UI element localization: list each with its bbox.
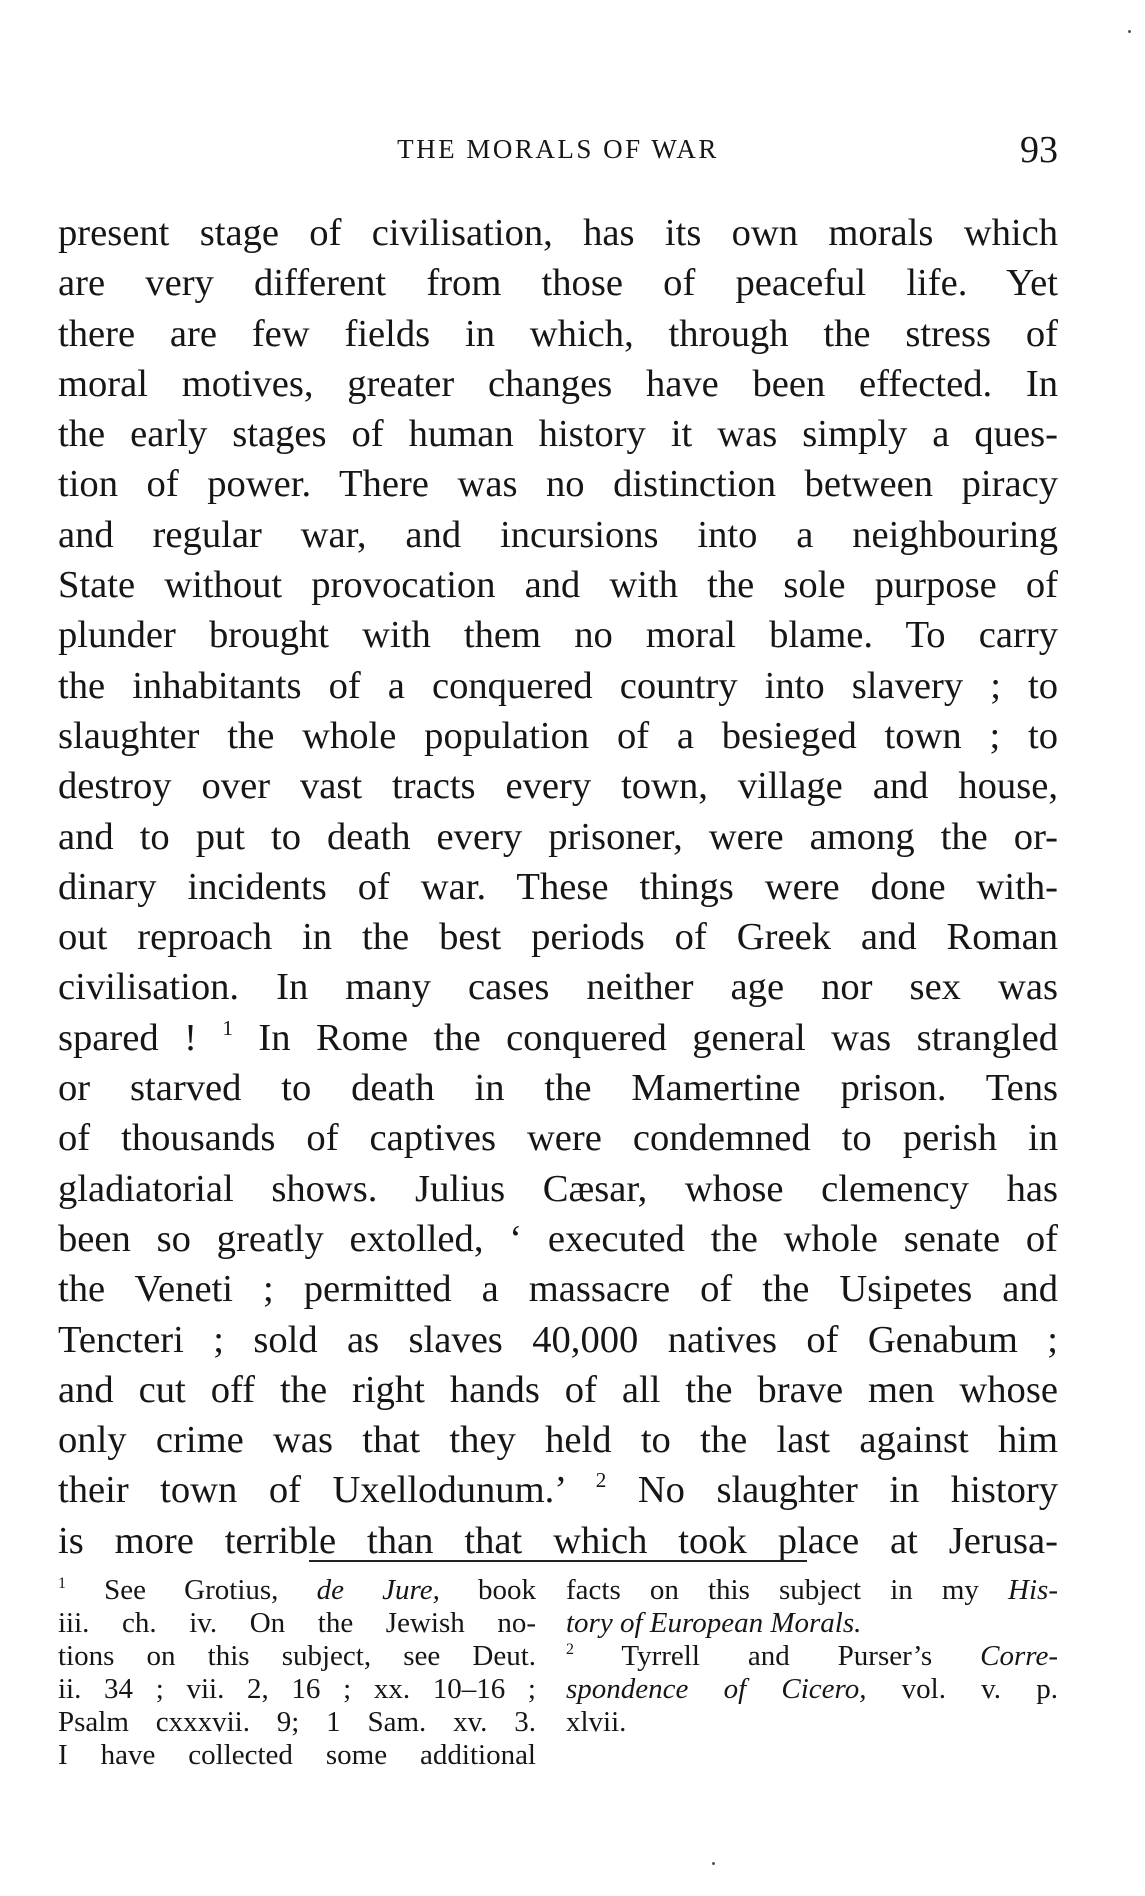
body-line: and regular war, and incursions into a neighbouring: [58, 513, 1058, 556]
body-line: and to put to death every prisoner, were among the or-: [58, 815, 1058, 858]
body-line: Tencteri ; sold as slaves 40,000 natives of Genabum ;: [58, 1318, 1058, 1361]
body-line: and cut off the right hands of all the brave men whose: [58, 1368, 1058, 1411]
body-line: of thousands of captives were condemned to perish in: [58, 1117, 1058, 1160]
body-line: out reproach in the best periods of Greek and Roman: [58, 916, 1058, 959]
body-line: there are few fields in which, through the stress of: [58, 312, 1058, 355]
book-page: [58, 0, 1058, 1896]
body-line: the inhabitants of a conquered country into slavery ; to: [58, 664, 1058, 707]
body-line: present stage of civilisation, has its own morals which: [58, 212, 1058, 254]
body-line: the early stages of human history it was simply a ques-: [58, 413, 1058, 456]
body-line: are very different from those of peaceful life. Yet: [58, 262, 1058, 305]
footnote-text: iii. ch. iv. On the Jewish no-: [58, 1607, 536, 1639]
footnotes-left-column: [58, 1574, 536, 1772]
footnote-text: I have collected some additional: [58, 1739, 536, 1771]
body-line: plunder brought with them no moral blame. To carry: [58, 614, 1058, 657]
footnote-text: Corre-: [980, 1640, 1058, 1672]
body-line: been so greatly extolled, ‘ executed the whole senate of: [58, 1217, 1058, 1260]
body-line: or starved to death in the Mamertine prison. Tens: [58, 1067, 1058, 1110]
body-line: civilisation. In many cases neither age nor sex was: [58, 966, 1058, 1009]
page-number: 93: [1020, 129, 1058, 171]
footnote-line: [58, 1574, 536, 1607]
footnote-line: [566, 1640, 1058, 1673]
page-header: [58, 128, 1058, 176]
body-line-text: In Rome the conquered general was strangled: [233, 1016, 1058, 1059]
body-line: slaughter the whole population of a besieged town ; to: [58, 714, 1058, 757]
body-line: dinary incidents of war. These things were done with-: [58, 865, 1058, 908]
body-line: tion of power. There was no distinction between piracy: [58, 463, 1058, 506]
body-line: destroy over vast tracts every town, village and house,: [58, 765, 1058, 808]
footnote-text: See Grotius,: [65, 1574, 317, 1606]
body-line-text: No slaughter in history: [606, 1469, 1058, 1512]
footnote-reference: 1: [222, 1015, 233, 1040]
body-line: [58, 1465, 1058, 1515]
footnote-line: [566, 1574, 1058, 1607]
body-line-text: their town of Uxellodunum.’: [58, 1469, 596, 1512]
footnote-line: [566, 1706, 1058, 1739]
footnote-text: spondence of Cicero,: [566, 1673, 867, 1705]
body-line: the Veneti ; permitted a massacre of the Usipetes and: [58, 1268, 1058, 1311]
footnote-number: 1: [58, 1574, 66, 1592]
footnote-text: de Jure,: [316, 1574, 440, 1606]
footnote-line: [58, 1640, 536, 1673]
page-speck: [1128, 30, 1131, 33]
body-line: moral motives, greater changes have been effected. In: [58, 362, 1058, 405]
footnote-text: tions on this subject, see Deut.: [58, 1640, 536, 1672]
body-line-text: spared !: [58, 1016, 223, 1059]
body-text: [58, 208, 1058, 1566]
footnote-line: [58, 1673, 536, 1706]
footnote-number: 2: [566, 1640, 574, 1658]
footnote-line: [58, 1706, 536, 1739]
footnote-line: [566, 1673, 1058, 1706]
page-speck: [712, 1862, 715, 1865]
footnote-text: facts on this subject in my: [566, 1574, 1009, 1606]
footnote-text: His-: [1008, 1574, 1058, 1606]
footnote-text: vol. v. p.: [866, 1673, 1058, 1705]
running-title: THE MORALS OF WAR: [397, 134, 719, 164]
footnote-text: Tyrrell and Purser’s: [573, 1640, 981, 1672]
footnote-line: [58, 1739, 536, 1772]
body-line: is more terrible than that which took place at Jerusa-: [58, 1519, 1058, 1562]
footnote-line: [58, 1607, 536, 1640]
footnote-text: xlvii.: [566, 1706, 627, 1738]
footnote-divider: [309, 1560, 807, 1562]
body-line: only crime was that they held to the last against him: [58, 1419, 1058, 1462]
footnote-text: book: [439, 1574, 537, 1606]
footnote-text: Psalm cxxxvii. 9; 1 Sam. xv. 3.: [58, 1706, 536, 1738]
body-line: [58, 1013, 1058, 1063]
body-line: gladiatorial shows. Julius Cæsar, whose clemency has: [58, 1167, 1058, 1210]
footnote-text: tory of European Morals.: [566, 1607, 862, 1639]
footnote-reference: 2: [595, 1468, 607, 1493]
body-line: State without provocation and with the sole purpose of: [58, 564, 1058, 607]
footnotes-right-column: [566, 1574, 1058, 1739]
footnote-line: [566, 1607, 1058, 1640]
footnote-text: ii. 34 ; vii. 2, 16 ; xx. 10–16 ;: [58, 1673, 536, 1705]
